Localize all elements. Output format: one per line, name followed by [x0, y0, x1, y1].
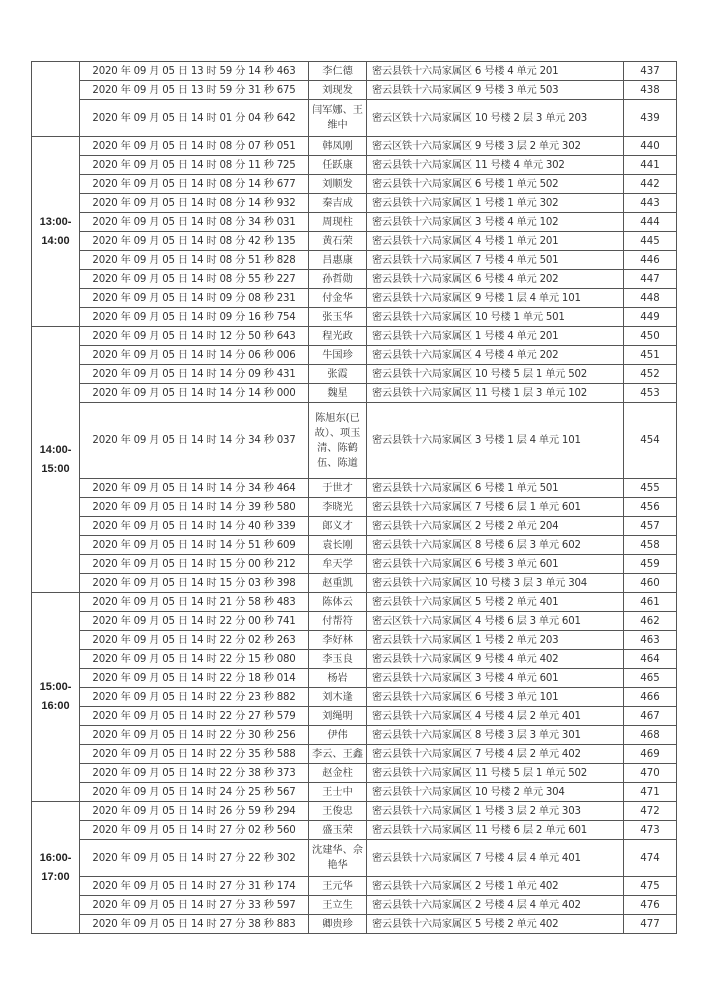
timestamp-cell: 2020 年 09 月 05 日 14 时 08 分 14 秒 932: [80, 194, 309, 213]
sequence-number-cell: 471: [624, 783, 677, 802]
timestamp-cell: 2020 年 09 月 05 日 14 时 22 分 38 秒 373: [80, 764, 309, 783]
sequence-number-cell: 444: [624, 213, 677, 232]
sequence-number-cell: 458: [624, 536, 677, 555]
timestamp-cell: 2020 年 09 月 05 日 14 时 08 分 11 秒 725: [80, 156, 309, 175]
time-slot-cell: 16:00-17:00: [32, 802, 80, 934]
sequence-number-cell: 441: [624, 156, 677, 175]
name-cell: 赵重凯: [309, 574, 367, 593]
sequence-number-cell: 473: [624, 821, 677, 840]
table-row: [32, 517, 677, 536]
table-row: [32, 100, 677, 137]
table-row: [32, 877, 677, 896]
time-slot-cell: [32, 62, 80, 137]
timestamp-cell: 2020 年 09 月 05 日 14 时 22 分 23 秒 882: [80, 688, 309, 707]
timestamp-cell: 2020 年 09 月 05 日 14 时 14 分 06 秒 006: [80, 346, 309, 365]
sequence-number-cell: 450: [624, 327, 677, 346]
name-cell: 刘绳明: [309, 707, 367, 726]
sequence-number-cell: 445: [624, 232, 677, 251]
address-cell: 密云县铁十六局家属区 11 号楼 6 层 2 单元 601: [367, 821, 624, 840]
sequence-number-cell: 477: [624, 915, 677, 934]
timestamp-cell: 2020 年 09 月 05 日 14 时 22 分 02 秒 263: [80, 631, 309, 650]
address-cell: 密云县铁十六局家属区 6 号楼 4 单元 202: [367, 270, 624, 289]
name-cell: 牟天学: [309, 555, 367, 574]
table-row: [32, 650, 677, 669]
name-cell: 付帮符: [309, 612, 367, 631]
sequence-number-cell: 456: [624, 498, 677, 517]
name-cell: 魏星: [309, 384, 367, 403]
sequence-number-cell: 451: [624, 346, 677, 365]
table-row: [32, 555, 677, 574]
timestamp-cell: 2020 年 09 月 05 日 14 时 08 分 07 秒 051: [80, 137, 309, 156]
timestamp-cell: 2020 年 09 月 05 日 14 时 27 分 02 秒 560: [80, 821, 309, 840]
table-row: [32, 783, 677, 802]
table-row: [32, 840, 677, 877]
table-row: [32, 593, 677, 612]
sequence-number-cell: 466: [624, 688, 677, 707]
table-row: [32, 574, 677, 593]
table-row: [32, 270, 677, 289]
name-cell: 袁长刚: [309, 536, 367, 555]
address-cell: 密云县铁十六局家属区 11 号楼 1 层 3 单元 102: [367, 384, 624, 403]
name-cell: 刘现发: [309, 81, 367, 100]
sequence-number-cell: 437: [624, 62, 677, 81]
name-cell: 陈体云: [309, 593, 367, 612]
name-cell: 黄石荣: [309, 232, 367, 251]
name-cell: 李好林: [309, 631, 367, 650]
address-cell: 密云县铁十六局家属区 6 号楼 1 单元 501: [367, 479, 624, 498]
timestamp-cell: 2020 年 09 月 05 日 14 时 08 分 14 秒 677: [80, 175, 309, 194]
sequence-number-cell: 446: [624, 251, 677, 270]
timestamp-cell: 2020 年 09 月 05 日 14 时 14 分 34 秒 037: [80, 403, 309, 479]
table-row: [32, 62, 677, 81]
sequence-number-cell: 454: [624, 403, 677, 479]
address-cell: 密云县铁十六局家属区 2 号楼 4 层 4 单元 402: [367, 896, 624, 915]
table-row: [32, 308, 677, 327]
sequence-number-cell: 465: [624, 669, 677, 688]
address-cell: 密云县铁十六局家属区 1 号楼 3 层 2 单元 303: [367, 802, 624, 821]
address-cell: 密云县铁十六局家属区 10 号楼 1 单元 501: [367, 308, 624, 327]
sequence-number-cell: 461: [624, 593, 677, 612]
address-cell: 密云区铁十六局家属区 10 号楼 2 层 3 单元 203: [367, 100, 624, 137]
sequence-number-cell: 453: [624, 384, 677, 403]
name-cell: 沈建华、佘艳华: [309, 840, 367, 877]
sequence-number-cell: 440: [624, 137, 677, 156]
table-row: [32, 81, 677, 100]
timestamp-cell: 2020 年 09 月 05 日 14 时 08 分 55 秒 227: [80, 270, 309, 289]
address-cell: 密云县铁十六局家属区 3 号楼 4 单元 102: [367, 213, 624, 232]
table-row: [32, 707, 677, 726]
address-cell: 密云县铁十六局家属区 2 号楼 1 单元 402: [367, 877, 624, 896]
address-cell: 密云县铁十六局家属区 9 号楼 4 单元 402: [367, 650, 624, 669]
timestamp-cell: 2020 年 09 月 05 日 14 时 08 分 34 秒 031: [80, 213, 309, 232]
timestamp-cell: 2020 年 09 月 05 日 14 时 15 分 03 秒 398: [80, 574, 309, 593]
sequence-number-cell: 476: [624, 896, 677, 915]
timestamp-cell: 2020 年 09 月 05 日 14 时 24 分 25 秒 567: [80, 783, 309, 802]
address-cell: 密云县铁十六局家属区 3 号楼 1 层 4 单元 101: [367, 403, 624, 479]
table-row: [32, 915, 677, 934]
address-cell: 密云县铁十六局家属区 8 号楼 3 层 3 单元 301: [367, 726, 624, 745]
name-cell: 张玉华: [309, 308, 367, 327]
table-row: [32, 232, 677, 251]
timestamp-cell: 2020 年 09 月 05 日 14 时 01 分 04 秒 642: [80, 100, 309, 137]
name-cell: 刘木逢: [309, 688, 367, 707]
address-cell: 密云县铁十六局家属区 1 号楼 1 单元 302: [367, 194, 624, 213]
name-cell: 杨岩: [309, 669, 367, 688]
table-row: [32, 821, 677, 840]
name-cell: 张霞: [309, 365, 367, 384]
address-cell: 密云县铁十六局家属区 4 号楼 4 层 2 单元 401: [367, 707, 624, 726]
sequence-number-cell: 472: [624, 802, 677, 821]
table-row: [32, 896, 677, 915]
registration-table-container: [31, 61, 676, 934]
table-row: [32, 384, 677, 403]
address-cell: 密云县铁十六局家属区 5 号楼 2 单元 402: [367, 915, 624, 934]
name-cell: 郎义才: [309, 517, 367, 536]
address-cell: 密云区铁十六局家属区 9 号楼 3 层 2 单元 302: [367, 137, 624, 156]
table-body: [32, 62, 677, 934]
address-cell: 密云县铁十六局家属区 11 号楼 5 层 1 单元 502: [367, 764, 624, 783]
timestamp-cell: 2020 年 09 月 05 日 14 时 22 分 30 秒 256: [80, 726, 309, 745]
sequence-number-cell: 463: [624, 631, 677, 650]
name-cell: 任跃康: [309, 156, 367, 175]
timestamp-cell: 2020 年 09 月 05 日 14 时 09 分 16 秒 754: [80, 308, 309, 327]
name-cell: 付金华: [309, 289, 367, 308]
sequence-number-cell: 455: [624, 479, 677, 498]
sequence-number-cell: 467: [624, 707, 677, 726]
address-cell: 密云县铁十六局家属区 9 号楼 3 单元 503: [367, 81, 624, 100]
sequence-number-cell: 443: [624, 194, 677, 213]
sequence-number-cell: 469: [624, 745, 677, 764]
timestamp-cell: 2020 年 09 月 05 日 14 时 14 分 14 秒 000: [80, 384, 309, 403]
time-slot-cell: 14:00-15:00: [32, 327, 80, 593]
name-cell: 卿贵珍: [309, 915, 367, 934]
timestamp-cell: 2020 年 09 月 05 日 14 时 14 分 34 秒 464: [80, 479, 309, 498]
address-cell: 密云县铁十六局家属区 8 号楼 6 层 3 单元 602: [367, 536, 624, 555]
table-row: [32, 289, 677, 308]
table-row: [32, 194, 677, 213]
sequence-number-cell: 462: [624, 612, 677, 631]
name-cell: 王俊忠: [309, 802, 367, 821]
name-cell: 闫军娜、王维中: [309, 100, 367, 137]
table-row: [32, 479, 677, 498]
sequence-number-cell: 470: [624, 764, 677, 783]
address-cell: 密云县铁十六局家属区 1 号楼 4 单元 201: [367, 327, 624, 346]
timestamp-cell: 2020 年 09 月 05 日 13 时 59 分 31 秒 675: [80, 81, 309, 100]
timestamp-cell: 2020 年 09 月 05 日 14 时 27 分 31 秒 174: [80, 877, 309, 896]
timestamp-cell: 2020 年 09 月 05 日 14 时 14 分 51 秒 609: [80, 536, 309, 555]
timestamp-cell: 2020 年 09 月 05 日 14 时 22 分 35 秒 588: [80, 745, 309, 764]
name-cell: 韩凤刚: [309, 137, 367, 156]
table-row: [32, 213, 677, 232]
table-row: [32, 251, 677, 270]
timestamp-cell: 2020 年 09 月 05 日 14 时 12 分 50 秒 643: [80, 327, 309, 346]
timestamp-cell: 2020 年 09 月 05 日 14 时 22 分 15 秒 080: [80, 650, 309, 669]
table-row: [32, 726, 677, 745]
table-row: [32, 631, 677, 650]
timestamp-cell: 2020 年 09 月 05 日 14 时 14 分 09 秒 431: [80, 365, 309, 384]
timestamp-cell: 2020 年 09 月 05 日 14 时 09 分 08 秒 231: [80, 289, 309, 308]
name-cell: 伊伟: [309, 726, 367, 745]
sequence-number-cell: 475: [624, 877, 677, 896]
name-cell: 秦吉成: [309, 194, 367, 213]
name-cell: 李晓光: [309, 498, 367, 517]
name-cell: 于世才: [309, 479, 367, 498]
timestamp-cell: 2020 年 09 月 05 日 14 时 27 分 22 秒 302: [80, 840, 309, 877]
address-cell: 密云县铁十六局家属区 7 号楼 6 层 1 单元 601: [367, 498, 624, 517]
address-cell: 密云县铁十六局家属区 7 号楼 4 单元 501: [367, 251, 624, 270]
name-cell: 王士中: [309, 783, 367, 802]
table-row: [32, 745, 677, 764]
table-row: [32, 764, 677, 783]
time-slot-cell: 13:00-14:00: [32, 137, 80, 327]
timestamp-cell: 2020 年 09 月 05 日 14 时 27 分 38 秒 883: [80, 915, 309, 934]
name-cell: 李云、王鑫: [309, 745, 367, 764]
address-cell: 密云县铁十六局家属区 7 号楼 4 层 4 单元 401: [367, 840, 624, 877]
address-cell: 密云县铁十六局家属区 3 号楼 4 单元 601: [367, 669, 624, 688]
sequence-number-cell: 439: [624, 100, 677, 137]
address-cell: 密云县铁十六局家属区 7 号楼 4 层 2 单元 402: [367, 745, 624, 764]
timestamp-cell: 2020 年 09 月 05 日 14 时 21 分 58 秒 483: [80, 593, 309, 612]
sequence-number-cell: 452: [624, 365, 677, 384]
address-cell: 密云县铁十六局家属区 11 号楼 4 单元 302: [367, 156, 624, 175]
address-cell: 密云县铁十六局家属区 6 号楼 3 单元 601: [367, 555, 624, 574]
address-cell: 密云县铁十六局家属区 4 号楼 4 单元 202: [367, 346, 624, 365]
sequence-number-cell: 464: [624, 650, 677, 669]
address-cell: 密云县铁十六局家属区 1 号楼 2 单元 203: [367, 631, 624, 650]
name-cell: 陈旭东(已故）、项玉清、陈鹤伍、陈道: [309, 403, 367, 479]
sequence-number-cell: 449: [624, 308, 677, 327]
table-row: [32, 156, 677, 175]
sequence-number-cell: 459: [624, 555, 677, 574]
address-cell: 密云县铁十六局家属区 10 号楼 3 层 3 单元 304: [367, 574, 624, 593]
timestamp-cell: 2020 年 09 月 05 日 14 时 22 分 00 秒 741: [80, 612, 309, 631]
timestamp-cell: 2020 年 09 月 05 日 14 时 15 分 00 秒 212: [80, 555, 309, 574]
name-cell: 程光政: [309, 327, 367, 346]
name-cell: 李仁德: [309, 62, 367, 81]
table-row: [32, 498, 677, 517]
address-cell: 密云县铁十六局家属区 10 号楼 5 层 1 单元 502: [367, 365, 624, 384]
timestamp-cell: 2020 年 09 月 05 日 14 时 14 分 40 秒 339: [80, 517, 309, 536]
sequence-number-cell: 460: [624, 574, 677, 593]
name-cell: 王元华: [309, 877, 367, 896]
sequence-number-cell: 457: [624, 517, 677, 536]
timestamp-cell: 2020 年 09 月 05 日 14 时 26 分 59 秒 294: [80, 802, 309, 821]
sequence-number-cell: 468: [624, 726, 677, 745]
table-row: [32, 612, 677, 631]
address-cell: 密云县铁十六局家属区 5 号楼 2 单元 401: [367, 593, 624, 612]
table-row: [32, 137, 677, 156]
timestamp-cell: 2020 年 09 月 05 日 14 时 22 分 27 秒 579: [80, 707, 309, 726]
timestamp-cell: 2020 年 09 月 05 日 14 时 27 分 33 秒 597: [80, 896, 309, 915]
name-cell: 牛国珍: [309, 346, 367, 365]
table-row: [32, 346, 677, 365]
address-cell: 密云区铁十六局家属区 4 号楼 6 层 3 单元 601: [367, 612, 624, 631]
sequence-number-cell: 448: [624, 289, 677, 308]
timestamp-cell: 2020 年 09 月 05 日 14 时 08 分 51 秒 828: [80, 251, 309, 270]
table-row: [32, 327, 677, 346]
sequence-number-cell: 447: [624, 270, 677, 289]
sequence-number-cell: 474: [624, 840, 677, 877]
name-cell: 赵金柱: [309, 764, 367, 783]
address-cell: 密云县铁十六局家属区 4 号楼 1 单元 201: [367, 232, 624, 251]
timestamp-cell: 2020 年 09 月 05 日 14 时 14 分 39 秒 580: [80, 498, 309, 517]
sequence-number-cell: 442: [624, 175, 677, 194]
name-cell: 刘顺发: [309, 175, 367, 194]
registration-table: [31, 61, 677, 934]
name-cell: 周现柱: [309, 213, 367, 232]
timestamp-cell: 2020 年 09 月 05 日 14 时 22 分 18 秒 014: [80, 669, 309, 688]
address-cell: 密云县铁十六局家属区 6 号楼 1 单元 502: [367, 175, 624, 194]
table-row: [32, 403, 677, 479]
name-cell: 孙哲勋: [309, 270, 367, 289]
name-cell: 李玉良: [309, 650, 367, 669]
table-row: [32, 802, 677, 821]
address-cell: 密云县铁十六局家属区 9 号楼 1 层 4 单元 101: [367, 289, 624, 308]
name-cell: 盛玉荣: [309, 821, 367, 840]
address-cell: 密云县铁十六局家属区 6 号楼 4 单元 201: [367, 62, 624, 81]
table-row: [32, 365, 677, 384]
name-cell: 吕惠康: [309, 251, 367, 270]
name-cell: 王立生: [309, 896, 367, 915]
table-row: [32, 175, 677, 194]
time-slot-cell: 15:00-16:00: [32, 593, 80, 802]
address-cell: 密云县铁十六局家属区 6 号楼 3 单元 101: [367, 688, 624, 707]
table-row: [32, 669, 677, 688]
timestamp-cell: 2020 年 09 月 05 日 14 时 08 分 42 秒 135: [80, 232, 309, 251]
timestamp-cell: 2020 年 09 月 05 日 13 时 59 分 14 秒 463: [80, 62, 309, 81]
table-row: [32, 688, 677, 707]
sequence-number-cell: 438: [624, 81, 677, 100]
address-cell: 密云县铁十六局家属区 2 号楼 2 单元 204: [367, 517, 624, 536]
address-cell: 密云县铁十六局家属区 10 号楼 2 单元 304: [367, 783, 624, 802]
table-row: [32, 536, 677, 555]
